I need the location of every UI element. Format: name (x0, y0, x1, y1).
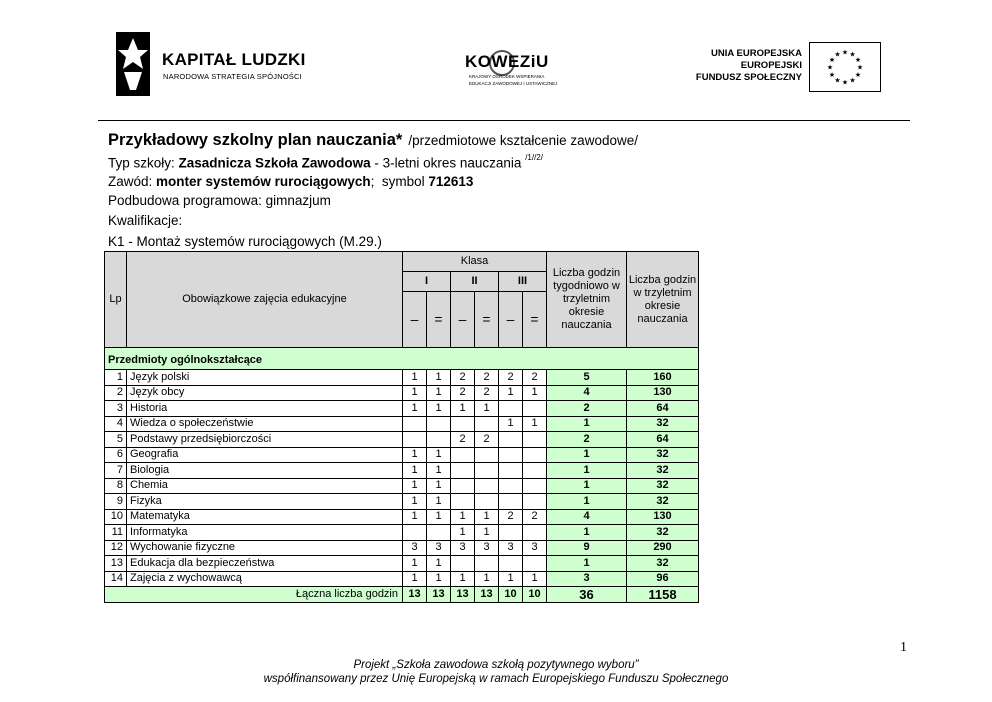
hours-cell: 1 (403, 509, 427, 525)
kapital-ludzki-mark-icon (116, 32, 150, 96)
hours-cell (499, 494, 523, 510)
hours-cell (475, 463, 499, 479)
hours-cell: 1 (451, 401, 475, 417)
page-subtitle: /przedmiotowe kształcenie zawodowe/ (408, 133, 638, 148)
total-hours: 64 (627, 401, 699, 417)
hours-cell: 1 (403, 385, 427, 401)
hours-cell (403, 432, 427, 448)
footer-line-1: Projekt „Szkoła zawodowa szkołą pozytywnego wyboru” (353, 659, 639, 671)
table-row (105, 509, 699, 525)
hours-cell (499, 447, 523, 463)
header-klasa-ii: II (451, 272, 499, 292)
total-hours: 130 (627, 509, 699, 525)
eu-star-icon: ★ (834, 77, 841, 85)
school-type-value: Zasadnicza Szkoła Zawodowa (178, 155, 371, 171)
hours-cell (451, 494, 475, 510)
table-row (105, 401, 699, 417)
school-type-line (108, 155, 543, 171)
hours-cell: 1 (403, 556, 427, 572)
hours-cell: 1 (475, 571, 499, 587)
hours-cell: 1 (451, 525, 475, 541)
hours-cell: 2 (451, 370, 475, 386)
hours-cell: 1 (427, 463, 451, 479)
sum-label: Łączna liczba godzin (105, 587, 403, 603)
table-row (105, 478, 699, 494)
qualifications-label: Kwalifikacje: (108, 213, 183, 228)
hours-cell (499, 525, 523, 541)
hours-cell (499, 556, 523, 572)
hours-cell (475, 556, 499, 572)
profession-symbol-label: ; symbol (370, 174, 429, 189)
profession-value: monter systemów rurociągowych (156, 174, 371, 189)
sum-cell: 13 (475, 587, 499, 603)
row-number: 14 (105, 571, 127, 587)
hours-cell: 1 (427, 571, 451, 587)
table-row (105, 540, 699, 556)
row-number: 5 (105, 432, 127, 448)
weekly-hours: 5 (547, 370, 627, 386)
header-weekly: Liczba godzin tygodniowo w trzyletnim okresie nauczania (547, 252, 627, 348)
subject-name: Wiedza o społeczeństwie (127, 416, 403, 432)
total-hours: 32 (627, 556, 699, 572)
school-type-footnote: /1//2/ (525, 153, 543, 162)
header-semester-1: – (451, 292, 475, 348)
hours-cell: 3 (451, 540, 475, 556)
hours-cell: 1 (475, 509, 499, 525)
table-row (105, 370, 699, 386)
hours-cell: 2 (499, 509, 523, 525)
header-subject: Obowiązkowe zajęcia edukacyjne (127, 252, 403, 348)
table-row (105, 556, 699, 572)
header-semester-2: = (427, 292, 451, 348)
weekly-hours: 4 (547, 385, 627, 401)
table-row (105, 494, 699, 510)
hours-cell: 2 (499, 370, 523, 386)
total-hours: 32 (627, 494, 699, 510)
total-hours: 32 (627, 447, 699, 463)
table-row (105, 447, 699, 463)
subject-name: Matematyka (127, 509, 403, 525)
total-hours: 96 (627, 571, 699, 587)
weekly-hours: 1 (547, 525, 627, 541)
hours-cell: 1 (403, 401, 427, 417)
hours-cell: 3 (427, 540, 451, 556)
hours-cell (475, 447, 499, 463)
hours-cell: 1 (427, 478, 451, 494)
header-klasa-i: I (403, 272, 451, 292)
hours-cell (499, 432, 523, 448)
hours-cell: 3 (523, 540, 547, 556)
weekly-hours: 1 (547, 463, 627, 479)
hours-cell: 2 (451, 432, 475, 448)
hours-cell (427, 416, 451, 432)
eu-star-icon: ★ (856, 64, 864, 72)
hours-cell (523, 401, 547, 417)
table-row (105, 525, 699, 541)
hours-cell: 1 (451, 509, 475, 525)
table-row (105, 416, 699, 432)
eu-star-icon: ★ (854, 72, 862, 79)
school-type-rest: - 3-letni okres nauczania (370, 155, 522, 171)
subject-name: Zajęcia z wychowawcą (127, 571, 403, 587)
hours-cell: 1 (451, 571, 475, 587)
hours-cell: 1 (523, 416, 547, 432)
total-hours: 290 (627, 540, 699, 556)
hours-cell: 1 (499, 571, 523, 587)
subject-name: Wychowanie fizyczne (127, 540, 403, 556)
footer-line-2: współfinansowany przez Unię Europejską w ramach Europejskiego Funduszu Społecznego (263, 673, 729, 685)
hours-cell: 1 (499, 416, 523, 432)
eu-star-icon: ★ (849, 51, 856, 59)
hours-cell (451, 447, 475, 463)
hours-cell (475, 416, 499, 432)
header-lp: Lp (105, 252, 127, 348)
hours-cell: 1 (427, 509, 451, 525)
kapital-ludzki-subtitle: NARODOWA STRATEGIA SPÓJNOŚCI (163, 72, 302, 81)
profession-label: Zawód: (108, 174, 157, 189)
table-row (105, 571, 699, 587)
subject-name: Historia (127, 401, 403, 417)
subject-name: Geografia (127, 447, 403, 463)
eu-star-icon: ★ (841, 79, 849, 87)
table-row (105, 463, 699, 479)
hours-cell (523, 556, 547, 572)
header-semester-2: = (523, 292, 547, 348)
total-hours: 160 (627, 370, 699, 386)
weekly-hours: 1 (547, 556, 627, 572)
ue-line-2: EUROPEJSKI (740, 60, 802, 71)
hours-cell (523, 463, 547, 479)
hours-cell (451, 478, 475, 494)
ue-line-3: FUNDUSZ SPOŁECZNY (695, 72, 802, 83)
hours-cell: 1 (427, 556, 451, 572)
weekly-hours: 1 (547, 494, 627, 510)
hours-cell (427, 432, 451, 448)
hours-cell (523, 478, 547, 494)
hours-cell (451, 463, 475, 479)
header-semester-1: – (499, 292, 523, 348)
header-divider (98, 120, 910, 121)
sum-total: 1158 (627, 587, 699, 603)
row-number: 13 (105, 556, 127, 572)
subject-name: Chemia (127, 478, 403, 494)
header-total: Liczba godzin w trzyletnim okresie nauczania (627, 252, 699, 348)
page-title-line (108, 131, 638, 150)
total-hours: 130 (627, 385, 699, 401)
hours-cell: 2 (475, 370, 499, 386)
hours-cell: 1 (403, 494, 427, 510)
weekly-hours: 4 (547, 509, 627, 525)
total-hours: 32 (627, 478, 699, 494)
weekly-hours: 1 (547, 478, 627, 494)
hours-cell: 1 (403, 370, 427, 386)
row-number: 2 (105, 385, 127, 401)
row-number: 8 (105, 478, 127, 494)
table-row (105, 385, 699, 401)
page-title: Przykładowy szkolny plan nauczania* (108, 131, 403, 149)
total-hours: 32 (627, 525, 699, 541)
hours-cell (451, 556, 475, 572)
row-number: 9 (105, 494, 127, 510)
hours-cell (523, 447, 547, 463)
program-basis: Podbudowa programowa: gimnazjum (108, 193, 331, 208)
weekly-hours: 1 (547, 447, 627, 463)
subject-name: Biologia (127, 463, 403, 479)
eu-star-icon: ★ (849, 77, 856, 85)
eu-star-icon: ★ (841, 49, 849, 57)
hours-cell (523, 494, 547, 510)
kapital-ludzki-logo (116, 32, 316, 100)
hours-cell: 2 (523, 509, 547, 525)
hours-cell: 1 (427, 494, 451, 510)
page-number: 1 (900, 640, 907, 655)
eu-star-icon: ★ (834, 51, 841, 59)
hours-cell: 1 (523, 385, 547, 401)
ue-line-1: UNIA EUROPEJSKA (711, 48, 802, 59)
hours-cell: 2 (451, 385, 475, 401)
hours-cell: 1 (427, 447, 451, 463)
subject-name: Język polski (127, 370, 403, 386)
hours-cell: 2 (475, 385, 499, 401)
row-number: 10 (105, 509, 127, 525)
sum-cell: 10 (499, 587, 523, 603)
hours-cell: 3 (499, 540, 523, 556)
hours-cell (403, 416, 427, 432)
sum-cell: 13 (403, 587, 427, 603)
hours-cell (475, 478, 499, 494)
hours-cell (403, 525, 427, 541)
kapital-ludzki-title: KAPITAŁ LUDZKI (162, 50, 306, 69)
hours-cell: 1 (475, 525, 499, 541)
header-klasa: Klasa (403, 252, 547, 272)
header-semester-1: – (403, 292, 427, 348)
hours-cell: 1 (403, 463, 427, 479)
row-number: 11 (105, 525, 127, 541)
school-type-label: Typ szkoły: (108, 155, 179, 171)
weekly-hours: 3 (547, 571, 627, 587)
hours-cell: 1 (403, 447, 427, 463)
header-semester-2: = (475, 292, 499, 348)
weekly-hours: 2 (547, 401, 627, 417)
weekly-hours: 2 (547, 432, 627, 448)
sum-weekly: 36 (547, 587, 627, 603)
hours-cell (475, 494, 499, 510)
hours-cell (523, 525, 547, 541)
hours-cell (451, 416, 475, 432)
hours-cell: 3 (475, 540, 499, 556)
kowezu-subtitle-1: KRAJOWY OŚRODEK WSPIERANIA (469, 74, 545, 79)
subject-name: Język obcy (127, 385, 403, 401)
qualification-k1: K1 - Montaż systemów rurociągowych (M.29.) (108, 234, 382, 249)
hours-cell: 1 (403, 478, 427, 494)
ue-label (680, 48, 802, 84)
subject-name: Edukacja dla bezpieczeństwa (127, 556, 403, 572)
hours-cell: 1 (499, 385, 523, 401)
hours-cell: 2 (523, 370, 547, 386)
hours-cell: 2 (475, 432, 499, 448)
hours-cell: 1 (523, 571, 547, 587)
hours-cell: 1 (427, 385, 451, 401)
row-number: 3 (105, 401, 127, 417)
eu-star-icon: ★ (828, 72, 836, 79)
total-hours: 32 (627, 416, 699, 432)
hours-cell: 1 (427, 401, 451, 417)
weekly-hours: 9 (547, 540, 627, 556)
total-hours: 32 (627, 463, 699, 479)
hours-cell (427, 525, 451, 541)
hours-cell: 1 (427, 370, 451, 386)
eu-star-icon: ★ (828, 57, 836, 64)
kowezu-logo (455, 44, 575, 94)
hours-cell: 1 (475, 401, 499, 417)
row-number: 1 (105, 370, 127, 386)
subject-name: Podstawy przedsiębiorczości (127, 432, 403, 448)
hours-cell (499, 478, 523, 494)
section-title: Przedmioty ogólnokształcące (105, 348, 699, 370)
header-klasa-iii: III (499, 272, 547, 292)
hours-cell (499, 401, 523, 417)
table-row (105, 432, 699, 448)
eu-star-icon: ★ (854, 57, 862, 64)
weekly-hours: 1 (547, 416, 627, 432)
sum-cell: 13 (451, 587, 475, 603)
hours-cell (499, 463, 523, 479)
hours-cell: 1 (403, 571, 427, 587)
row-number: 6 (105, 447, 127, 463)
sum-cell: 13 (427, 587, 451, 603)
total-hours: 64 (627, 432, 699, 448)
hours-cell (523, 432, 547, 448)
row-number: 12 (105, 540, 127, 556)
sum-cell: 10 (523, 587, 547, 603)
hours-cell: 3 (403, 540, 427, 556)
eu-flag-icon (809, 42, 881, 92)
kowezu-title: KOWEZiU (465, 52, 549, 71)
row-number: 4 (105, 416, 127, 432)
profession-symbol: 712613 (428, 174, 474, 189)
eu-star-icon: ★ (826, 64, 834, 72)
subject-name: Informatyka (127, 525, 403, 541)
profession-line (108, 174, 473, 189)
curriculum-table (104, 251, 699, 603)
row-number: 7 (105, 463, 127, 479)
subject-name: Fizyka (127, 494, 403, 510)
kowezu-subtitle-2: EDUKACJI ZAWODOWEJ I USTAWICZNEJ (469, 81, 558, 86)
